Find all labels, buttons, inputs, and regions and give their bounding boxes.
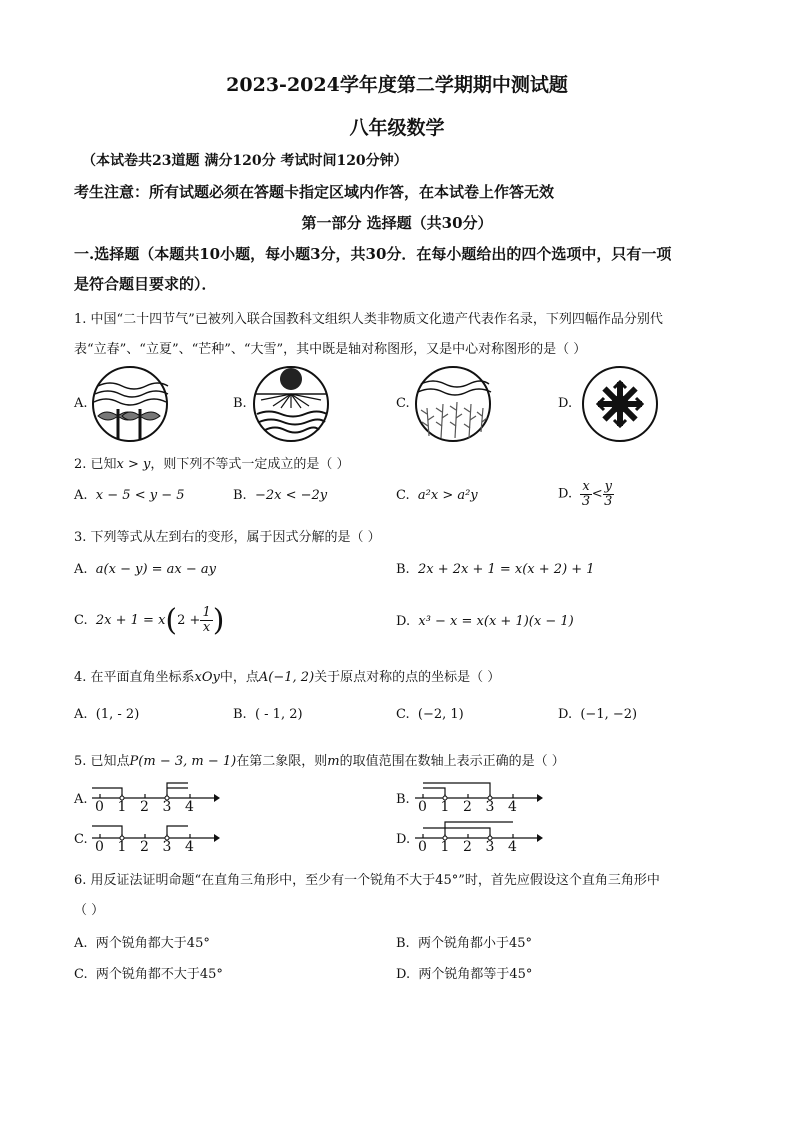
q5-d-tick-labels bbox=[418, 839, 517, 855]
q6-option-a-text: 两个锐角都大于45° bbox=[95, 936, 210, 951]
tick-label: 0 bbox=[418, 839, 427, 855]
q3-option-a bbox=[74, 562, 216, 577]
frac-numerator: y bbox=[604, 479, 612, 494]
q3-option-b-text: 2x + 2x + 1 = x(x + 2) + 1 bbox=[417, 562, 595, 577]
q5-stem-math2: m bbox=[327, 754, 340, 769]
q1-option-b-label: B. bbox=[233, 396, 247, 411]
frac-numerator: 1 bbox=[202, 605, 211, 621]
q4-option-c-text: (−2, 1) bbox=[417, 707, 464, 722]
part-heading: 第一部分 选择题（共30分） bbox=[301, 214, 493, 232]
q3-option-d-text: x³ − x = x(x + 1)(x − 1) bbox=[418, 614, 574, 629]
q1-stem-line2: 表“立春”、“立夏”、“芒种”、“大雪”，其中既是轴对称图形，又是中心对称图形的是（ ） bbox=[74, 342, 587, 357]
exam-title: 2023-2024学年度第二学期期中测试题 bbox=[226, 74, 568, 96]
q4-option-d-label: D. bbox=[558, 707, 573, 722]
tick-label: 3 bbox=[162, 799, 172, 815]
q6-option-c-label: C. bbox=[74, 967, 88, 982]
q6-option-d-label: D. bbox=[396, 967, 411, 982]
q2-option-d bbox=[558, 480, 614, 508]
q4-option-b-label: B. bbox=[233, 707, 247, 722]
q4-option-a-text: (1, - 2) bbox=[95, 707, 140, 722]
q4-option-b bbox=[233, 707, 303, 722]
q1-option-d-label: D. bbox=[558, 396, 573, 411]
q1-stem-line1: 1. 中国“二十四节气”已被列入联合国教科文组织人类非物质文化遗产代表作名录，下列四幅作品分别代 bbox=[74, 312, 663, 327]
tick-label: 2 bbox=[463, 839, 472, 855]
frac-denominator: 3 bbox=[604, 493, 613, 509]
q6-option-a bbox=[74, 932, 210, 951]
daxue-icon bbox=[580, 364, 660, 444]
q5-stem bbox=[74, 750, 565, 769]
q6-option-c bbox=[74, 963, 223, 982]
exam-info: （本试卷共23道题 满分120分 考试时间120分钟） bbox=[82, 153, 408, 169]
q3-option-c-paren-left: ( bbox=[165, 603, 178, 638]
q5-stem-c: 的取值范围在数轴上表示正确的是（ ） bbox=[339, 754, 565, 769]
section-instruction-2: 是符合题目要求的）． bbox=[74, 275, 217, 293]
q2-option-c-text: a²x > a²y bbox=[417, 488, 478, 503]
q4-option-d bbox=[558, 707, 637, 722]
q4-option-c-label: C. bbox=[396, 707, 410, 722]
q4-stem-b: 中，点 bbox=[219, 670, 259, 685]
q3-option-c-frac bbox=[200, 606, 212, 634]
q1-option-c-label: C. bbox=[396, 396, 410, 411]
q3-option-a-text: a(x − y) = ax − ay bbox=[95, 562, 217, 577]
tick-label: 3 bbox=[485, 839, 495, 855]
q3-option-c-pre: 2x + 1 = x bbox=[95, 613, 166, 628]
q5-stem-a: 5. 已知点 bbox=[74, 754, 130, 769]
frac-denominator: 3 bbox=[581, 493, 591, 509]
q2-stem-b: ，则下列不等式一定成立的是（ ） bbox=[150, 457, 350, 472]
tick-label: 3 bbox=[485, 799, 495, 815]
frac-denominator: x bbox=[202, 620, 211, 635]
q4-option-a bbox=[74, 707, 139, 722]
tick-label: 4 bbox=[185, 799, 194, 815]
q4-option-b-text: ( - 1, 2) bbox=[254, 707, 303, 722]
q2-option-b-text: −2x < −2y bbox=[254, 488, 328, 503]
lichun-icon bbox=[90, 364, 170, 444]
q5-stem-math1: P(m − 3, m − 1) bbox=[129, 754, 237, 769]
q5-stem-b: 在第二象限，则 bbox=[236, 754, 328, 769]
q2-stem-math: x > y bbox=[116, 457, 151, 472]
q3-option-c-label: C. bbox=[74, 613, 88, 628]
q2-option-b bbox=[233, 488, 327, 503]
q5-option-c-label: C. bbox=[74, 832, 88, 847]
q5-option-a-label: A. bbox=[74, 792, 88, 807]
q6-option-a-label: A. bbox=[74, 936, 88, 951]
q2-option-a bbox=[74, 488, 185, 503]
q4-stem-a: 4. 在平面直角坐标系 bbox=[74, 670, 195, 685]
q6-option-b-text: 两个锐角都小于45° bbox=[417, 936, 532, 951]
tick-label: 1 bbox=[117, 839, 127, 855]
q2-option-d-op: < bbox=[591, 486, 603, 502]
section-instruction-1: 一.选择题（本题共10小题，每小题3分，共30分．在每小题给出的四个选项中，只有一项 bbox=[74, 245, 672, 263]
tick-label: 4 bbox=[185, 839, 194, 855]
q3-option-c-two: 2 + bbox=[177, 613, 201, 628]
q6-option-b bbox=[396, 932, 532, 951]
q3-option-b-label: B. bbox=[396, 562, 410, 577]
q4-stem bbox=[74, 666, 500, 685]
tick-label: 1 bbox=[440, 799, 450, 815]
q6-stem-line1: 6. 用反证法证明命题“在直角三角形中，至少有一个锐角不大于45°”时，首先应假设这个直角三角形中 bbox=[74, 873, 660, 888]
q5-option-d-label: D. bbox=[396, 832, 411, 847]
q5-b-tick-labels bbox=[418, 799, 517, 815]
q2-stem bbox=[74, 453, 350, 472]
q5-option-b-label: B. bbox=[396, 792, 410, 807]
q2-option-c bbox=[396, 488, 478, 503]
q3-stem: 3. 下列等式从左到右的变形，属于因式分解的是（ ） bbox=[74, 530, 381, 545]
tick-label: 0 bbox=[95, 839, 104, 855]
q4-option-a-label: A. bbox=[74, 707, 88, 722]
frac-numerator: x bbox=[582, 479, 590, 494]
tick-label: 2 bbox=[140, 799, 149, 815]
q5-c-tick-labels bbox=[95, 839, 194, 855]
q2-option-d-frac1 bbox=[580, 480, 591, 508]
q6-option-d bbox=[396, 963, 532, 982]
mangzhong-icon bbox=[413, 364, 493, 444]
tick-label: 1 bbox=[440, 839, 450, 855]
tick-label: 2 bbox=[463, 799, 472, 815]
exam-subtitle: 八年级数学 bbox=[349, 117, 445, 139]
q3-option-d bbox=[396, 614, 574, 629]
q4-option-c bbox=[396, 707, 464, 722]
tick-label: 4 bbox=[508, 799, 517, 815]
q6-option-c-text: 两个锐角都不大于45° bbox=[95, 967, 223, 982]
exam-notice: 考生注意：所有试题必须在答题卡指定区域内作答，在本试卷上作答无效 bbox=[74, 183, 555, 201]
q6-option-d-text: 两个锐角都等于45° bbox=[418, 967, 533, 982]
tick-label: 4 bbox=[508, 839, 517, 855]
tick-label: 2 bbox=[140, 839, 149, 855]
q2-option-b-label: B. bbox=[233, 488, 247, 503]
q4-option-d-text: (−1, −2) bbox=[580, 707, 638, 722]
q3-option-b bbox=[396, 562, 595, 577]
q3-option-c bbox=[74, 603, 224, 638]
q5-a-tick-labels bbox=[95, 799, 194, 815]
q2-stem-a: 2. 已知 bbox=[74, 457, 117, 472]
tick-label: 0 bbox=[418, 799, 427, 815]
q3-option-c-paren-right: ) bbox=[212, 603, 225, 638]
q4-stem-math1: xOy bbox=[194, 670, 220, 685]
q6-stem-line2: （ ） bbox=[74, 903, 105, 918]
tick-label: 0 bbox=[95, 799, 104, 815]
tick-label: 1 bbox=[117, 799, 127, 815]
q2-option-a-text: x − 5 < y − 5 bbox=[95, 488, 185, 503]
q4-stem-c: 关于原点对称的点的坐标是（ ） bbox=[314, 670, 501, 685]
q1-option-a-label: A. bbox=[74, 396, 88, 411]
q2-option-c-label: C. bbox=[396, 488, 410, 503]
q6-option-b-label: B. bbox=[396, 936, 410, 951]
q2-option-a-label: A. bbox=[74, 488, 88, 503]
q2-option-d-frac2 bbox=[603, 480, 614, 508]
tick-label: 3 bbox=[162, 839, 172, 855]
q3-option-d-label: D. bbox=[396, 614, 411, 629]
lixia-icon bbox=[251, 364, 331, 444]
q3-option-a-label: A. bbox=[74, 562, 88, 577]
q4-stem-math2: A(−1, 2) bbox=[258, 670, 315, 685]
q2-option-d-label: D. bbox=[558, 486, 573, 502]
